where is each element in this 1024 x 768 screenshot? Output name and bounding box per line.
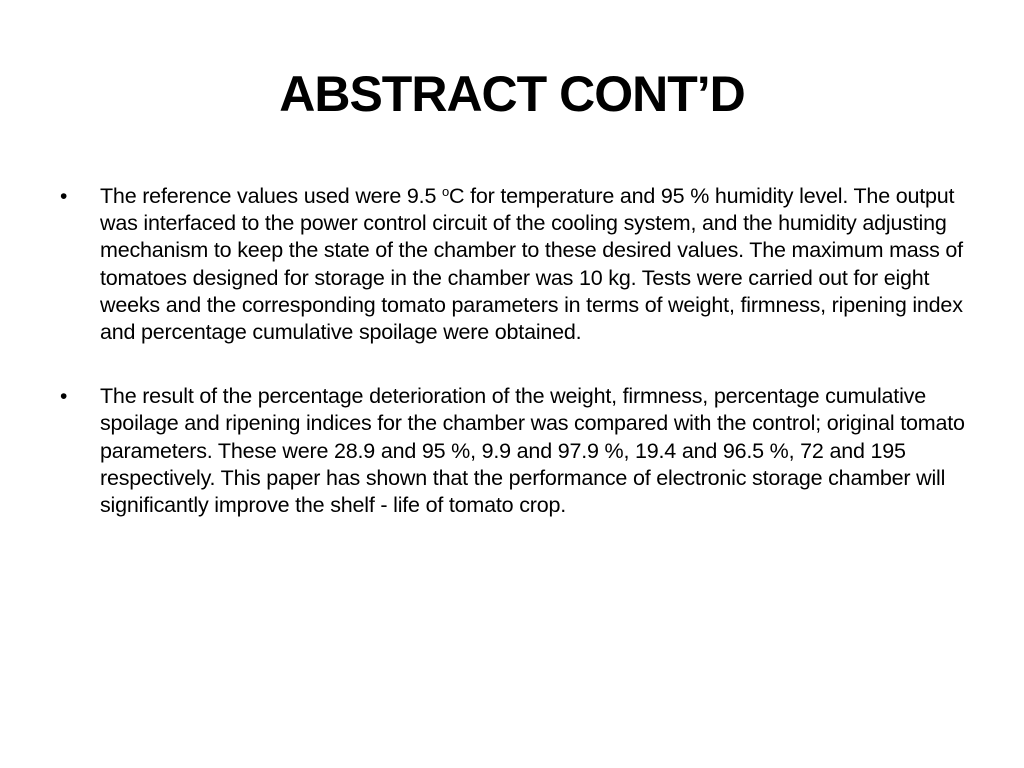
bullet-item-reference-values (58, 183, 970, 346)
slide-title: ABSTRACT CONT’D (279, 66, 745, 122)
bullet-list (58, 183, 970, 556)
bullet-text (100, 184, 963, 344)
bullet-marker: • (60, 185, 68, 208)
bullet-text-part: C for temperature and 95 % humidity level. The output was interfaced to the power control circuit of the cooling system, and the humidity adjusting mechanism to keep the state of the chamber to these desired values. The maximum mass of tomatoes designed for storage in the chamber was 10 kg. Tests were carried out for eight weeks and the corresponding tomato parameters in terms of weight, firmness, ripening index and percentage cumulative spoilage were obtained. (100, 184, 963, 345)
bullet-text: The result of the percentage deterioration of the weight, firmness, percentage cumulative spoilage and ripening indices for the chamber was compared with the control; original tomato parameters. These were 28.9 and 95 %, 9.9 and 97.9 %, 19.4 and 96.5 %, 72 and 195 respectively. This paper has shown that the performance of electronic storage chamber will significantly improve the shelf - life of tomato crop. (100, 384, 965, 518)
bullet-item-results (58, 383, 970, 519)
bullet-marker: • (60, 385, 68, 409)
bullet-text-part: The reference values used were 9.5 (100, 184, 442, 208)
degree-superscript: o (441, 184, 450, 199)
